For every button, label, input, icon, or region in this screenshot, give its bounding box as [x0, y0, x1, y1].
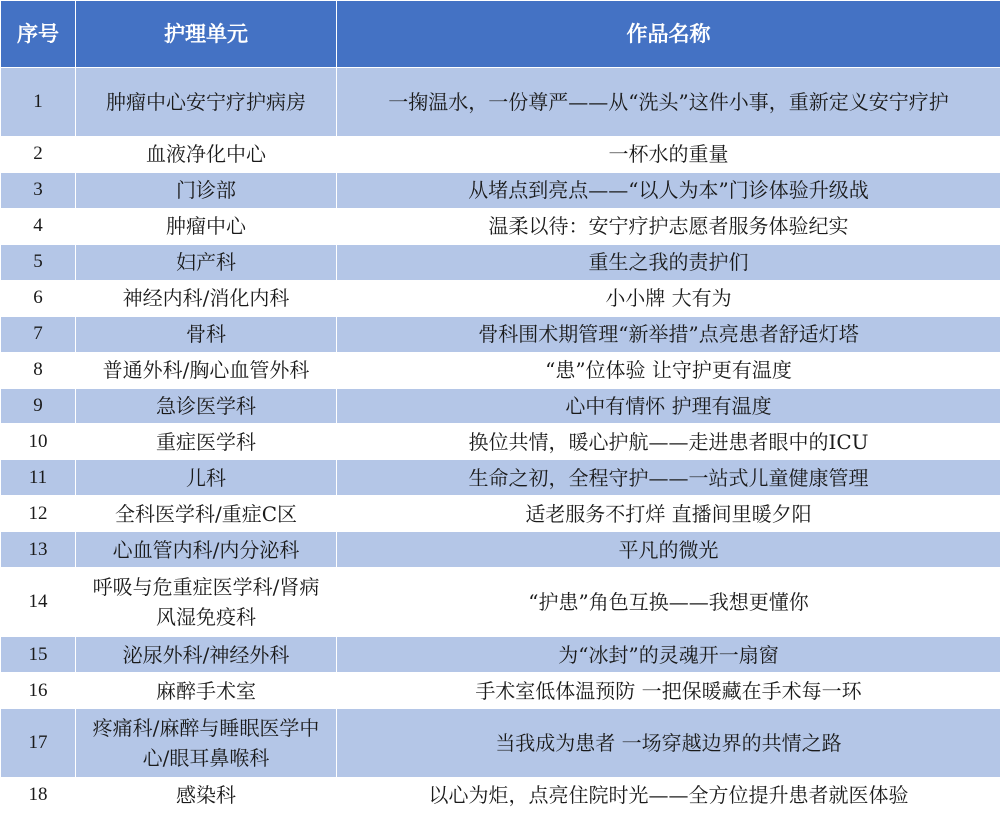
serial-number: 16	[1, 673, 76, 709]
serial-number: 18	[1, 777, 76, 813]
table-header-row	[1, 1, 1000, 68]
work-title: 心中有情怀 护理有温度	[337, 388, 1000, 424]
table-row	[1, 136, 1000, 172]
table-row	[1, 532, 1000, 568]
table-row	[1, 777, 1000, 813]
serial-number: 17	[1, 709, 76, 778]
work-title: “患”位体验 让守护更有温度	[337, 352, 1000, 388]
table-row	[1, 460, 1000, 496]
nursing-unit: 神经内科/消化内科	[76, 280, 337, 316]
work-title: 小小牌 大有为	[337, 280, 1000, 316]
table-row	[1, 280, 1000, 316]
serial-number: 10	[1, 424, 76, 460]
nursing-unit: 泌尿外科/神经外科	[76, 637, 337, 673]
work-title: 一掬温水，一份尊严——从“洗头”这件小事，重新定义安宁疗护	[337, 68, 1000, 137]
table-row	[1, 424, 1000, 460]
work-title: 平凡的微光	[337, 532, 1000, 568]
nursing-unit: 肿瘤中心	[76, 208, 337, 244]
table-row	[1, 352, 1000, 388]
serial-number: 8	[1, 352, 76, 388]
work-title: 当我成为患者 一场穿越边界的共情之路	[337, 709, 1000, 778]
table-row	[1, 388, 1000, 424]
nursing-unit: 妇产科	[76, 244, 337, 280]
work-title: 手术室低体温预防 一把保暖藏在手术每一环	[337, 673, 1000, 709]
work-title: 一杯水的重量	[337, 136, 1000, 172]
serial-number: 5	[1, 244, 76, 280]
serial-number: 14	[1, 568, 76, 637]
table-row	[1, 244, 1000, 280]
table-row	[1, 496, 1000, 532]
work-title: 骨科围术期管理“新举措”点亮患者舒适灯塔	[337, 316, 1000, 352]
table-row	[1, 208, 1000, 244]
work-title: “护患”角色互换——我想更懂你	[337, 568, 1000, 637]
work-title: 重生之我的责护们	[337, 244, 1000, 280]
work-title: 生命之初，全程守护——一站式儿童健康管理	[337, 460, 1000, 496]
nursing-unit: 骨科	[76, 316, 337, 352]
serial-number: 4	[1, 208, 76, 244]
table-row	[1, 673, 1000, 709]
serial-number: 6	[1, 280, 76, 316]
nursing-unit: 门诊部	[76, 172, 337, 208]
work-title: 从堵点到亮点——“以人为本”门诊体验升级战	[337, 172, 1000, 208]
nursing-unit: 急诊医学科	[76, 388, 337, 424]
serial-number: 2	[1, 136, 76, 172]
table-row	[1, 316, 1000, 352]
table-row	[1, 172, 1000, 208]
nursing-unit: 血液净化中心	[76, 136, 337, 172]
nursing-unit: 肿瘤中心安宁疗护病房	[76, 68, 337, 137]
work-title: 换位共情，暖心护航——走进患者眼中的ICU	[337, 424, 1000, 460]
serial-number: 13	[1, 532, 76, 568]
header-serial-number: 序号	[1, 1, 76, 68]
serial-number: 12	[1, 496, 76, 532]
serial-number: 1	[1, 68, 76, 137]
table-row	[1, 68, 1000, 137]
work-title: 以心为炬，点亮住院时光——全方位提升患者就医体验	[337, 777, 1000, 813]
serial-number: 9	[1, 388, 76, 424]
nursing-unit: 儿科	[76, 460, 337, 496]
nursing-unit: 普通外科/胸心血管外科	[76, 352, 337, 388]
nursing-unit: 麻醉手术室	[76, 673, 337, 709]
table-row	[1, 568, 1000, 637]
nursing-unit: 重症医学科	[76, 424, 337, 460]
nursing-unit: 呼吸与危重症医学科/肾病风湿免疫科	[76, 568, 337, 637]
table-row	[1, 637, 1000, 673]
header-nursing-unit: 护理单元	[76, 1, 337, 68]
serial-number: 3	[1, 172, 76, 208]
serial-number: 15	[1, 637, 76, 673]
header-work-title: 作品名称	[337, 1, 1000, 68]
nursing-unit: 感染科	[76, 777, 337, 813]
work-title: 适老服务不打烊 直播间里暖夕阳	[337, 496, 1000, 532]
nursing-unit: 心血管内科/内分泌科	[76, 532, 337, 568]
nursing-unit: 全科医学科/重症C区	[76, 496, 337, 532]
work-title: 温柔以待：安宁疗护志愿者服务体验纪实	[337, 208, 1000, 244]
nursing-unit: 疼痛科/麻醉与睡眠医学中心/眼耳鼻喉科	[76, 709, 337, 778]
serial-number: 11	[1, 460, 76, 496]
work-title: 为“冰封”的灵魂开一扇窗	[337, 637, 1000, 673]
serial-number: 7	[1, 316, 76, 352]
table-row	[1, 709, 1000, 778]
